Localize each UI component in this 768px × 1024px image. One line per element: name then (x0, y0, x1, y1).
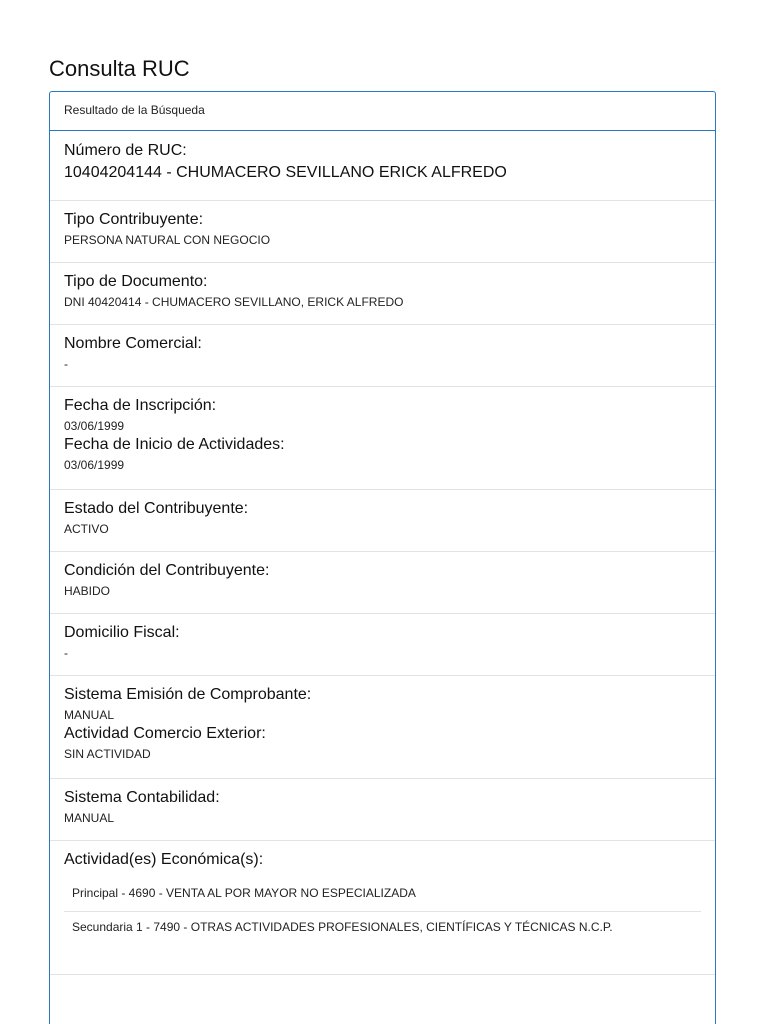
list-item: Secundaria 1 - 7490 - OTRAS ACTIVIDADES PROFESIONALES, CIENTÍFICAS Y TÉCNICAS N.C.P. (72, 920, 613, 934)
results-panel (49, 91, 716, 1024)
sistemas-row (50, 676, 715, 779)
comercio-exterior-value: SIN ACTIVIDAD (64, 747, 151, 761)
estado-row (50, 490, 715, 552)
actividades-label: Actividad(es) Económica(s): (64, 851, 264, 868)
comercio-exterior-label: Actividad Comercio Exterior: (64, 725, 266, 742)
contabilidad-label: Sistema Contabilidad: (64, 789, 220, 806)
panel-heading: Resultado de la Búsqueda (50, 92, 715, 131)
condicion-label: Condición del Contribuyente: (64, 562, 270, 579)
actividades-list (64, 878, 701, 945)
tipo-contribuyente-label: Tipo Contribuyente: (64, 211, 204, 228)
list-item: Principal - 4690 - VENTA AL POR MAYOR NO ESPECIALIZADA (64, 878, 701, 912)
tipo-documento-row (50, 263, 715, 325)
domicilio-label: Domicilio Fiscal: (64, 624, 180, 641)
estado-value: ACTIVO (64, 522, 109, 536)
domicilio-value: - (64, 646, 68, 660)
ruc-label: Número de RUC: (64, 142, 187, 159)
fecha-inscripcion-label: Fecha de Inscripción: (64, 397, 217, 414)
nombre-comercial-row (50, 325, 715, 387)
contabilidad-value: MANUAL (64, 811, 115, 825)
tipo-documento-label: Tipo de Documento: (64, 273, 208, 290)
contabilidad-row (50, 779, 715, 841)
fecha-inicio-label: Fecha de Inicio de Actividades: (64, 436, 285, 453)
condicion-value: HABIDO (64, 584, 111, 598)
ruc-row (50, 131, 715, 201)
ruc-value: 10404204144 - CHUMACERO SEVILLANO ERICK ALFREDO (64, 164, 507, 181)
nombre-comercial-value: - (64, 357, 68, 371)
condicion-row (50, 552, 715, 614)
domicilio-row (50, 614, 715, 676)
tipo-contribuyente-value: PERSONA NATURAL CON NEGOCIO (64, 233, 271, 247)
emision-value: MANUAL (64, 708, 115, 722)
tipo-contribuyente-row (50, 201, 715, 263)
tipo-documento-value: DNI 40420414 - CHUMACERO SEVILLANO, ERICK ALFREDO (64, 295, 404, 309)
estado-label: Estado del Contribuyente: (64, 500, 249, 517)
emision-label: Sistema Emisión de Comprobante: (64, 686, 312, 703)
fechas-row (50, 387, 715, 490)
fecha-inicio-value: 03/06/1999 (64, 458, 125, 472)
actividades-row (50, 841, 715, 975)
fecha-inscripcion-value: 03/06/1999 (64, 419, 125, 433)
nombre-comercial-label: Nombre Comercial: (64, 335, 202, 352)
page-title: Consulta RUC (49, 56, 190, 81)
